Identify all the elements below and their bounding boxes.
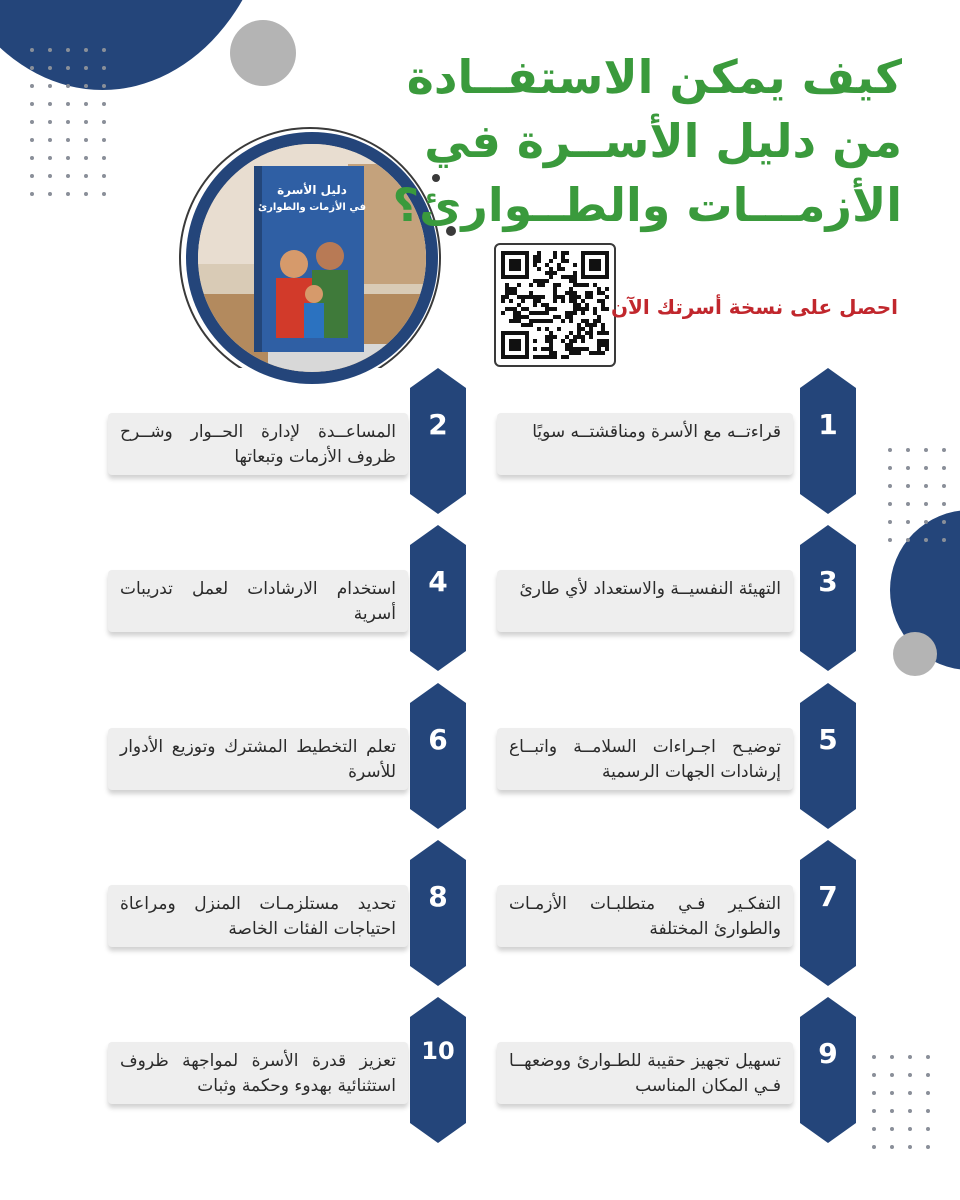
item-number: 5 — [818, 723, 838, 756]
item-card-4: استخدام الارشادات لعمل تدريبات أسرية — [108, 570, 408, 632]
qr-code-pattern — [501, 251, 609, 359]
item-number: 7 — [818, 880, 838, 913]
item-card-7: التفكـير فـي متطلبـات الأزمـات والطوارئ المختلفة — [497, 885, 793, 947]
right-gray-circle — [893, 632, 937, 676]
qr-code[interactable] — [494, 243, 616, 367]
item-card-8: تحديد مستلزمـات المنزل ومراعاة احتياجات الفئات الخاصة — [108, 885, 408, 947]
item-number-badge-4 — [410, 525, 466, 671]
item-card-9: تسهيل تجهيز حقيبة للطـوارئ ووضعهــا فـي المكان المناسب — [497, 1042, 793, 1104]
book-title-line1: دليل الأسرة — [277, 183, 347, 197]
item-number: 2 — [428, 408, 448, 441]
item-number-badge-9 — [800, 997, 856, 1143]
item-card-2: المساعــدة لإدارة الحــوار وشــرح ظروف الأزمات وتبعاتها — [108, 413, 408, 475]
item-number-badge-10 — [410, 997, 466, 1143]
book-cover-image — [186, 132, 438, 384]
item-number: 4 — [428, 565, 448, 598]
item-number-badge-6 — [410, 683, 466, 829]
book-title-line2: في الأزمات والطوارئ — [257, 202, 367, 213]
top-left-gray-circle — [230, 20, 296, 86]
item-number-badge-7 — [800, 840, 856, 986]
title-line-1: كيف يمكن الاستفــادة — [406, 50, 902, 104]
title-line-2: من دليل الأســرة في — [424, 114, 902, 168]
dot-grid-right — [888, 448, 946, 542]
item-number-badge-3 — [800, 525, 856, 671]
item-card-1: قراءتــه مع الأسرة ومناقشتــه سويًا — [497, 413, 793, 475]
title-line-3: الأزمـــات والطــوارئ؟ — [392, 178, 902, 232]
page-title — [392, 45, 902, 237]
item-card-10: تعزيز قدرة الأسرة لمواجهة ظروف استثنائية بهدوء وحكمة وثبات — [108, 1042, 408, 1104]
dot-grid-top-left — [30, 48, 106, 196]
item-number: 1 — [818, 408, 838, 441]
item-number-badge-1 — [800, 368, 856, 514]
item-card-3: التهيئة النفسيــة والاستعداد لأي طارئ — [497, 570, 793, 632]
item-number: 3 — [818, 565, 838, 598]
dot-grid-bottom-right — [872, 1055, 930, 1149]
item-number-badge-2 — [410, 368, 466, 514]
item-number-badge-8 — [410, 840, 466, 986]
item-card-6: تعلم التخطيط المشترك وتوزيع الأدوار للأسرة — [108, 728, 408, 790]
item-number: 6 — [428, 723, 448, 756]
item-card-5: توضيـح اجـراءات السلامــة واتبــاع إرشادات الجهات الرسمية — [497, 728, 793, 790]
cta-text: احصل على نسخة أسرتك الآن — [610, 295, 898, 319]
item-number: 8 — [428, 880, 448, 913]
item-number: 10 — [421, 1037, 455, 1065]
item-number: 9 — [818, 1037, 838, 1070]
item-number-badge-5 — [800, 683, 856, 829]
